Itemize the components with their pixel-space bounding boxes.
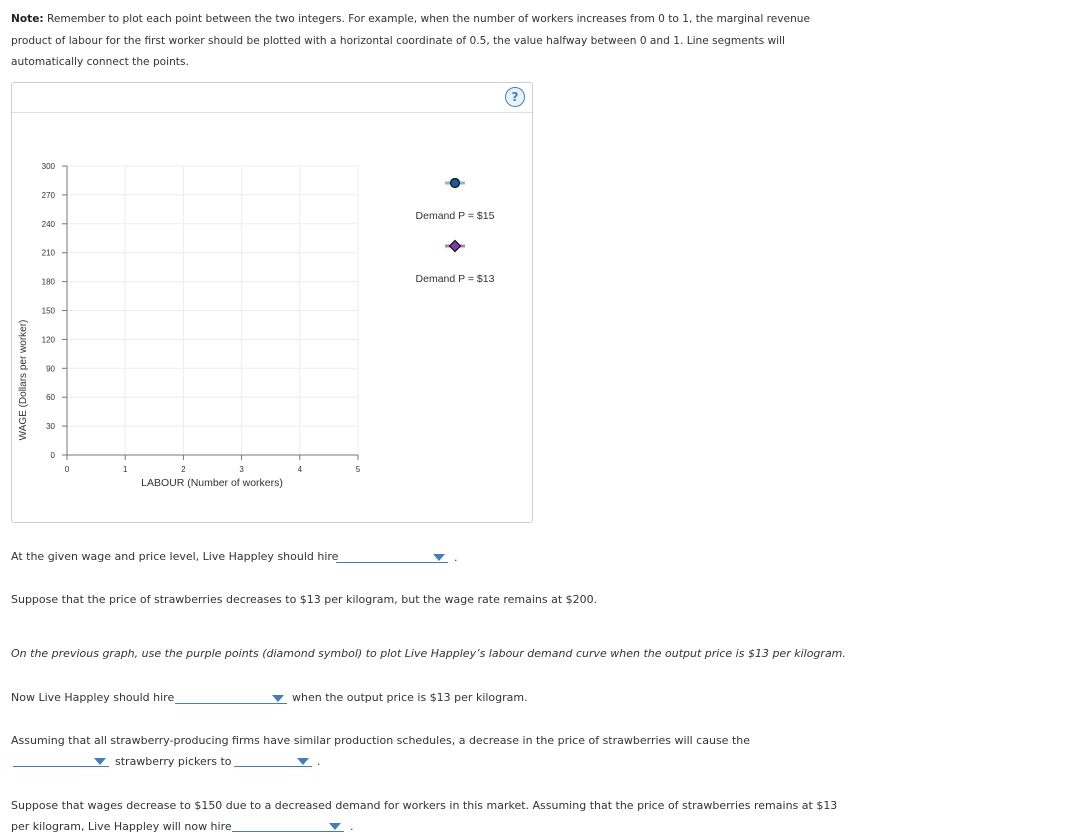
chevron-down-icon [433,554,445,561]
x-tick-label: 0 [64,465,70,474]
question-4-line2: per kilogram, Live Happley will now hire [11,820,232,833]
legend-item-demand-13[interactable] [416,241,495,286]
x-tick-label: 2 [181,465,186,474]
legend-item-demand-15[interactable] [416,179,495,223]
question-4-end: . [350,820,354,833]
instruction-note [11,9,841,74]
y-tick-labels [42,162,56,460]
graph-panel [11,82,533,523]
question-3-end: . [317,755,321,768]
y-tick-label: 90 [46,364,55,374]
x-axis-label: LABOUR (Number of workers) [141,477,283,489]
help-icon[interactable]: ? [505,87,525,107]
x-tick-label: 4 [297,465,303,474]
y-tick-label: 120 [41,335,55,345]
question-1-text: At the given wage and price level, Live Happley should hire [11,550,339,563]
circle-marker-icon [451,179,460,188]
y-tick-label: 30 [46,422,55,432]
paragraph-price-decrease: Suppose that the price of strawberries decreases to $13 per kilogram, but the wage rate remains at $200. [11,593,598,606]
question-1-end: . [454,551,458,564]
note-text: Remember to plot each point between the two integers. For example, when the number of workers increases from 0 to 1, the marginal revenue product of labour for the first worker should be plotted with a horizontal coordinate of 0.5, the value halfway between 0 and 1. Line segments will automatically connect the points. [11,13,811,68]
chart-legend [416,179,495,286]
chevron-down-icon [297,758,309,765]
hire-dropdown-2[interactable] [175,690,287,704]
question-2-after: when the output price is $13 per kilogram. [292,691,528,704]
y-tick-label: 60 [46,393,55,403]
x-tick-label: 1 [122,465,128,474]
y-tick-label: 180 [41,277,55,287]
hire-dropdown-1[interactable] [336,549,448,563]
y-tick-label: 210 [41,248,55,258]
question-1 [11,550,338,563]
question-3: Assuming that all strawberry-producing firms have similar production schedules, a decrease in the price of strawberries will cause the [11,734,750,747]
chart-grid [67,166,358,455]
question-2: Now Live Happley should hire [11,691,175,704]
x-tick-label: 3 [239,465,244,474]
x-tick-labels [65,465,361,474]
y-axis-label: WAGE (Dollars per worker) [18,319,29,441]
question-3-mid: strawberry pickers to [115,755,232,768]
y-tick-label: 0 [50,451,55,460]
y-tick-label: 150 [41,306,55,316]
pickers-direction-dropdown[interactable] [234,753,312,767]
market-effect-dropdown[interactable] [13,753,109,767]
y-tick-label: 270 [41,190,55,200]
y-tick-label: 300 [41,162,55,171]
x-tick-label: 5 [355,465,361,474]
paragraph-plot-instruction: On the previous graph, use the purple points (diamond symbol) to plot Live Happley’s labour demand curve when the output price is $13 per kilogram. [11,647,846,660]
y-tick-label: 240 [41,219,55,229]
hire-dropdown-3[interactable] [232,818,344,832]
legend-label: Demand P = $15 [415,210,495,222]
chevron-down-icon [329,823,341,830]
chart-axes [62,166,358,460]
question-4: Suppose that wages decrease to $150 due to a decreased demand for workers in this market. Assuming that the price of strawberries remains at $13 [11,799,838,812]
diamond-marker-icon [450,241,461,252]
chevron-down-icon [94,758,106,765]
chevron-down-icon [272,695,284,702]
labour-demand-chart[interactable] [12,83,532,522]
note-label: Note: [11,13,44,25]
legend-label: Demand P = $13 [415,273,495,285]
